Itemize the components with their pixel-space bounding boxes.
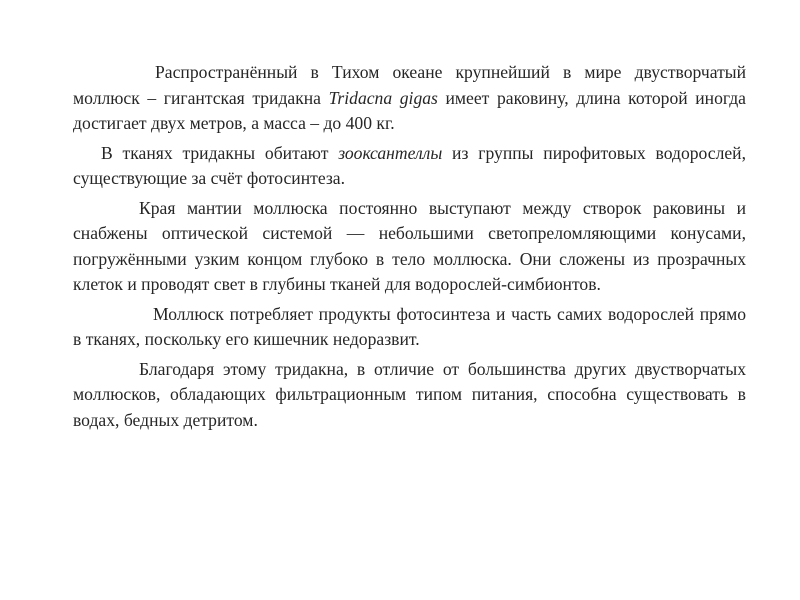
paragraph-nutrition: Моллюск потребляет продукты фотосинтеза и часть самих водорослей прямо в тканях, поскольку его кишечник недоразвит. [73,303,746,349]
paragraph-text: В тканях тридакны обитают [101,142,339,163]
paragraph-text: Распространённый в Тихом океане крупнейший в мире двустворчатый моллюск – гигантская тридакна [73,62,746,108]
paragraph-zooxanthellae [73,141,746,192]
paragraph-mantle-optics: Края мантии моллюска постоянно выступают между створок раковины и снабжены оптической системой — небольшими светопреломляющими конусами, погружёнными узким концом глубоко в тело моллюска. Они сложены из прозрачных клеток и проводят свет в глубины тканей для водорослей-симбионтов. [73,197,746,294]
paragraph-tridacna-intro [73,60,746,137]
paragraph-text: из группы пирофитовых водорослей, существующие за счёт фотосинтеза. [73,142,746,188]
text-body [73,60,746,437]
species-name: Tridacna gigas [328,87,438,108]
paragraph-conclusion: Благодаря этому тридакна, в отличие от большинства других двустворчатых моллюсков, обладающих фильтрационным типом питания, способна существовать в водах, бедных детритом. [73,358,746,430]
paragraph-text: имеет раковину, длина которой иногда достигает двух метров, а масса – до 400 кг. [73,87,746,133]
zooxanthellae-term: зооксантеллы [338,142,443,163]
